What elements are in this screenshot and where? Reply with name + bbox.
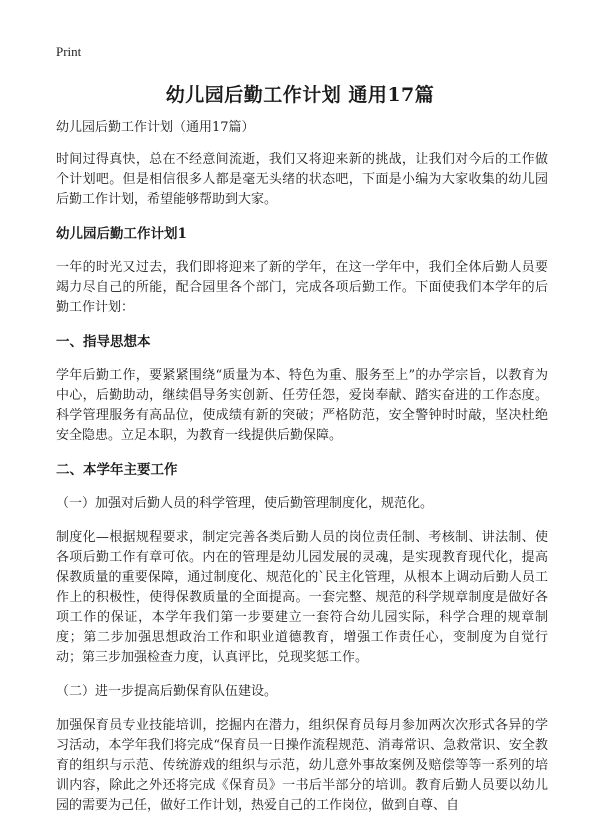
- print-label: Print: [56, 44, 82, 59]
- task1-heading: （一）加强对后勤人员的科学管理，使后勤管理制度化，规范化。: [56, 496, 434, 511]
- heading-guiding-thought: 一、指导思想本: [56, 334, 151, 350]
- section-heading-plan-1: 幼儿园后勤工作计划1: [56, 226, 187, 242]
- section1-paragraph: 一年的时光又过去，我们即将迎来了新的学年，在这一学年中，我们全体后勤人员要竭力尽自己的所能，配合园里各个部门，完成各项后勤工作。下面使我们本学年的后勤工作计划：: [56, 260, 548, 315]
- intro-paragraph: 时间过得真快，总在不经意间流逝，我们又将迎来新的挑战，让我们对今后的工作做个计划吧。但是相信很多人都是毫无头绪的状态吧，下面是小编为大家收集的幼儿园后勤工作计划，希望能够帮助到大家。: [56, 152, 548, 207]
- document-body: [56, 118, 548, 830]
- document-subtitle: 幼儿园后勤工作计划（通用17篇）: [56, 120, 255, 135]
- document-title: 幼儿园后勤工作计划 通用17篇: [165, 84, 435, 106]
- heading-main-tasks: 二、本学年主要工作: [56, 462, 178, 478]
- task2-heading: （二）进一步提高后勤保育队伍建设。: [56, 684, 278, 699]
- task1-paragraph: 制度化—根据规程要求，制定完善各类后勤人员的岗位责任制、考核制、讲法制、使各项后勤工作有章可依。内在的管理是幼儿园发展的灵魂，是实现教育现代化，提高保教质量的重要保障，通过制度化、规范化的`民主化管理，从根本上调动后勤人员工作上的积极性，使得保教质量的全面提高。一套完整、规范的科学规章制度是做好各项工作的保证，本学年我们第一步要建立一套符合幼儿园实际，科学合理的规章制度；第二步加强思想政治工作和职业道德教育，增强工作责任心，变制度为自觉行动；第三步加强检查力度，认真评比，兑现奖惩工作。: [56, 530, 548, 665]
- task2-paragraph: 加强保育员专业技能培训，挖掘内在潜力，组织保育员每月参加两次次形式各异的学习活动，本学年我们将完成“保育员一日操作流程规范、消毒常识、急救常识、安全教育的组织与示范、传统游戏的组织与示范，幼儿意外事故案例及赔偿等等一系列的培训内容，除此之外还将完成《保育员》一书后半部分的培训。教育后勤人员要以幼儿园的需要为己任，做好工作计划，热爱自己的工作岗位，做到自尊、自: [56, 718, 548, 813]
- guiding-paragraph: 学年后勤工作，要紧紧围绕“质量为本、特色为重、服务至上”的办学宗旨，以教育为中心，后勤助动，继续倡导务实创新、任劳任怨，爱岗奉献、踏实奋进的工作态度。科学管理服务有高品位，使成绩有新的突破；严格防范，安全警钟时时敲，坚决杜绝安全隐患。立足本职，为教育一线提供后勤保障。: [56, 368, 548, 443]
